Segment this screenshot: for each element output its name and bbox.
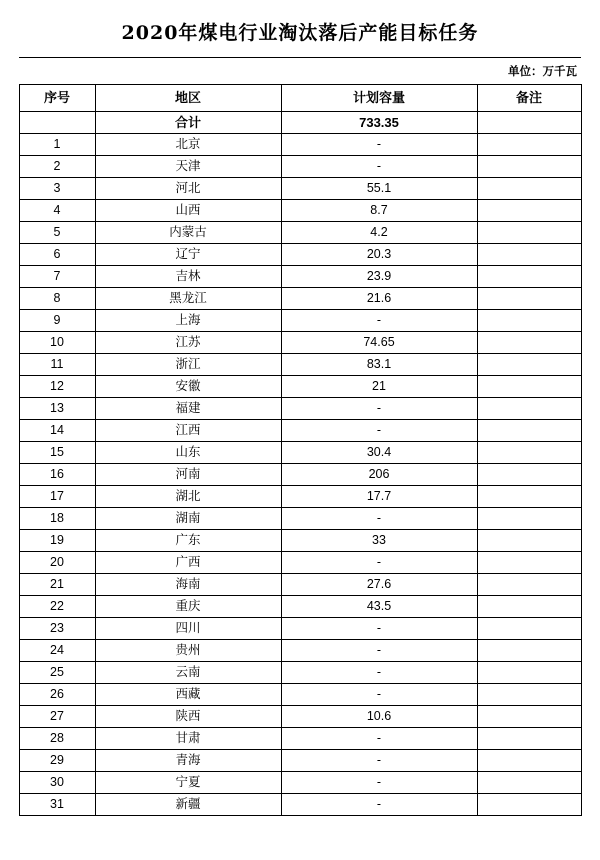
cell-region: 西藏: [95, 684, 281, 706]
cell-no: 10: [19, 332, 95, 354]
cell-note: [477, 178, 581, 200]
cell-no: 28: [19, 728, 95, 750]
cell-region: 宁夏: [95, 772, 281, 794]
unit-note: 单位：万千瓦: [508, 66, 577, 78]
table-row: [19, 464, 581, 486]
cell-no: 17: [19, 486, 95, 508]
cell-region: 河南: [95, 464, 281, 486]
cell-note: [477, 728, 581, 750]
cell-no: 9: [19, 310, 95, 332]
table-row: [19, 794, 581, 816]
table-row: [19, 354, 581, 376]
table-row: [19, 310, 581, 332]
cell-region: 广西: [95, 552, 281, 574]
cell-region: 黑龙江: [95, 288, 281, 310]
cell-capacity: 27.6: [281, 574, 477, 596]
table-row: [19, 178, 581, 200]
cell-capacity: -: [281, 310, 477, 332]
cell-capacity: -: [281, 728, 477, 750]
cell-capacity: -: [281, 508, 477, 530]
cell-capacity: 8.7: [281, 200, 477, 222]
cell-no: 29: [19, 750, 95, 772]
table-row: [19, 728, 581, 750]
cell-note: [477, 244, 581, 266]
cell-region: 上海: [95, 310, 281, 332]
table-row: [19, 244, 581, 266]
cell-no: 12: [19, 376, 95, 398]
cell-region: 天津: [95, 156, 281, 178]
cell-no: 31: [19, 794, 95, 816]
cell-capacity: 4.2: [281, 222, 477, 244]
cell-capacity: 23.9: [281, 266, 477, 288]
cell-region: 湖北: [95, 486, 281, 508]
table-row: [19, 706, 581, 728]
cell-region: 陕西: [95, 706, 281, 728]
cell-capacity: -: [281, 750, 477, 772]
cell-region: 云南: [95, 662, 281, 684]
cell-capacity: 21: [281, 376, 477, 398]
table-row: [19, 376, 581, 398]
cell-region: 浙江: [95, 354, 281, 376]
cell-no: 16: [19, 464, 95, 486]
table-row: [19, 442, 581, 464]
cell-note: [477, 266, 581, 288]
cell-no: 21: [19, 574, 95, 596]
cell-region: 山西: [95, 200, 281, 222]
cell-no: 3: [19, 178, 95, 200]
cell-note: [477, 706, 581, 728]
cell-no: 26: [19, 684, 95, 706]
cell-note: [477, 420, 581, 442]
cell-no: 4: [19, 200, 95, 222]
table-row: [19, 574, 581, 596]
cell-capacity: -: [281, 134, 477, 156]
table-row: [19, 772, 581, 794]
cell-no: 24: [19, 640, 95, 662]
cell-no: 14: [19, 420, 95, 442]
capacity-table: [19, 84, 582, 816]
cell-capacity: 74.65: [281, 332, 477, 354]
cell-note: [477, 574, 581, 596]
table-row: [19, 618, 581, 640]
cell-no: 18: [19, 508, 95, 530]
cell-region: 甘肃: [95, 728, 281, 750]
cell-region: 河北: [95, 178, 281, 200]
cell-capacity: 30.4: [281, 442, 477, 464]
cell-region: 山东: [95, 442, 281, 464]
table-row: [19, 684, 581, 706]
cell-no: 8: [19, 288, 95, 310]
table-row: [19, 530, 581, 552]
cell-note: [477, 772, 581, 794]
cell-region: 合计: [95, 112, 281, 134]
cell-no: 22: [19, 596, 95, 618]
cell-capacity: -: [281, 398, 477, 420]
cell-capacity: -: [281, 618, 477, 640]
cell-no: 13: [19, 398, 95, 420]
table-row: [19, 662, 581, 684]
table-row: [19, 156, 581, 178]
cell-no: 7: [19, 266, 95, 288]
cell-capacity: -: [281, 552, 477, 574]
cell-region: 青海: [95, 750, 281, 772]
table-header-row: [19, 85, 581, 112]
cell-capacity: 17.7: [281, 486, 477, 508]
cell-capacity: -: [281, 156, 477, 178]
cell-capacity: 206: [281, 464, 477, 486]
cell-capacity: -: [281, 420, 477, 442]
cell-note: [477, 618, 581, 640]
table-row: [19, 398, 581, 420]
cell-capacity: 20.3: [281, 244, 477, 266]
table-row: [19, 288, 581, 310]
table-row: [19, 508, 581, 530]
cell-note: [477, 310, 581, 332]
column-header-capacity: 计划容量: [281, 85, 477, 112]
cell-no: 25: [19, 662, 95, 684]
table-row: [19, 332, 581, 354]
cell-region: 安徽: [95, 376, 281, 398]
cell-note: [477, 156, 581, 178]
table-row: [19, 222, 581, 244]
cell-capacity: -: [281, 662, 477, 684]
table-row: [19, 200, 581, 222]
cell-note: [477, 684, 581, 706]
cell-no: 20: [19, 552, 95, 574]
cell-capacity: -: [281, 772, 477, 794]
cell-note: [477, 640, 581, 662]
cell-capacity: 55.1: [281, 178, 477, 200]
cell-capacity: 83.1: [281, 354, 477, 376]
cell-region: 广东: [95, 530, 281, 552]
cell-capacity: -: [281, 640, 477, 662]
cell-no: 30: [19, 772, 95, 794]
table-row: [19, 134, 581, 156]
cell-note: [477, 222, 581, 244]
cell-no: 11: [19, 354, 95, 376]
table-row: [19, 596, 581, 618]
cell-region: 江苏: [95, 332, 281, 354]
column-header-note: 备注: [477, 85, 581, 112]
cell-note: [477, 464, 581, 486]
cell-capacity: -: [281, 684, 477, 706]
cell-region: 北京: [95, 134, 281, 156]
cell-note: [477, 794, 581, 816]
cell-note: [477, 530, 581, 552]
cell-note: [477, 596, 581, 618]
cell-note: [477, 442, 581, 464]
cell-note: [477, 750, 581, 772]
table-row: [19, 640, 581, 662]
cell-note: [477, 200, 581, 222]
cell-no: 27: [19, 706, 95, 728]
cell-note: [477, 112, 581, 134]
table-row: [19, 750, 581, 772]
cell-note: [477, 134, 581, 156]
cell-capacity: 43.5: [281, 596, 477, 618]
cell-region: 贵州: [95, 640, 281, 662]
cell-capacity: -: [281, 794, 477, 816]
cell-no: 2: [19, 156, 95, 178]
cell-no: [19, 112, 95, 134]
cell-region: 重庆: [95, 596, 281, 618]
cell-note: [477, 376, 581, 398]
cell-note: [477, 398, 581, 420]
cell-capacity: 733.35: [281, 112, 477, 134]
cell-region: 江西: [95, 420, 281, 442]
cell-capacity: 10.6: [281, 706, 477, 728]
cell-no: 5: [19, 222, 95, 244]
cell-region: 新疆: [95, 794, 281, 816]
table-row: [19, 552, 581, 574]
cell-region: 海南: [95, 574, 281, 596]
cell-region: 四川: [95, 618, 281, 640]
cell-no: 19: [19, 530, 95, 552]
cell-note: [477, 486, 581, 508]
cell-note: [477, 662, 581, 684]
cell-note: [477, 552, 581, 574]
cell-no: 15: [19, 442, 95, 464]
cell-note: [477, 354, 581, 376]
cell-no: 1: [19, 134, 95, 156]
cell-note: [477, 508, 581, 530]
cell-note: [477, 288, 581, 310]
cell-region: 辽宁: [95, 244, 281, 266]
table-row-total: [19, 112, 581, 134]
cell-no: 23: [19, 618, 95, 640]
table-row: [19, 266, 581, 288]
cell-no: 6: [19, 244, 95, 266]
page-title: 2020年煤电行业淘汰落后产能目标任务: [121, 22, 479, 44]
cell-region: 吉林: [95, 266, 281, 288]
cell-note: [477, 332, 581, 354]
cell-capacity: 21.6: [281, 288, 477, 310]
cell-capacity: 33: [281, 530, 477, 552]
cell-region: 福建: [95, 398, 281, 420]
table-row: [19, 420, 581, 442]
table-row: [19, 486, 581, 508]
cell-region: 内蒙古: [95, 222, 281, 244]
cell-region: 湖南: [95, 508, 281, 530]
column-header-no: 序号: [19, 85, 95, 112]
column-header-region: 地区: [95, 85, 281, 112]
